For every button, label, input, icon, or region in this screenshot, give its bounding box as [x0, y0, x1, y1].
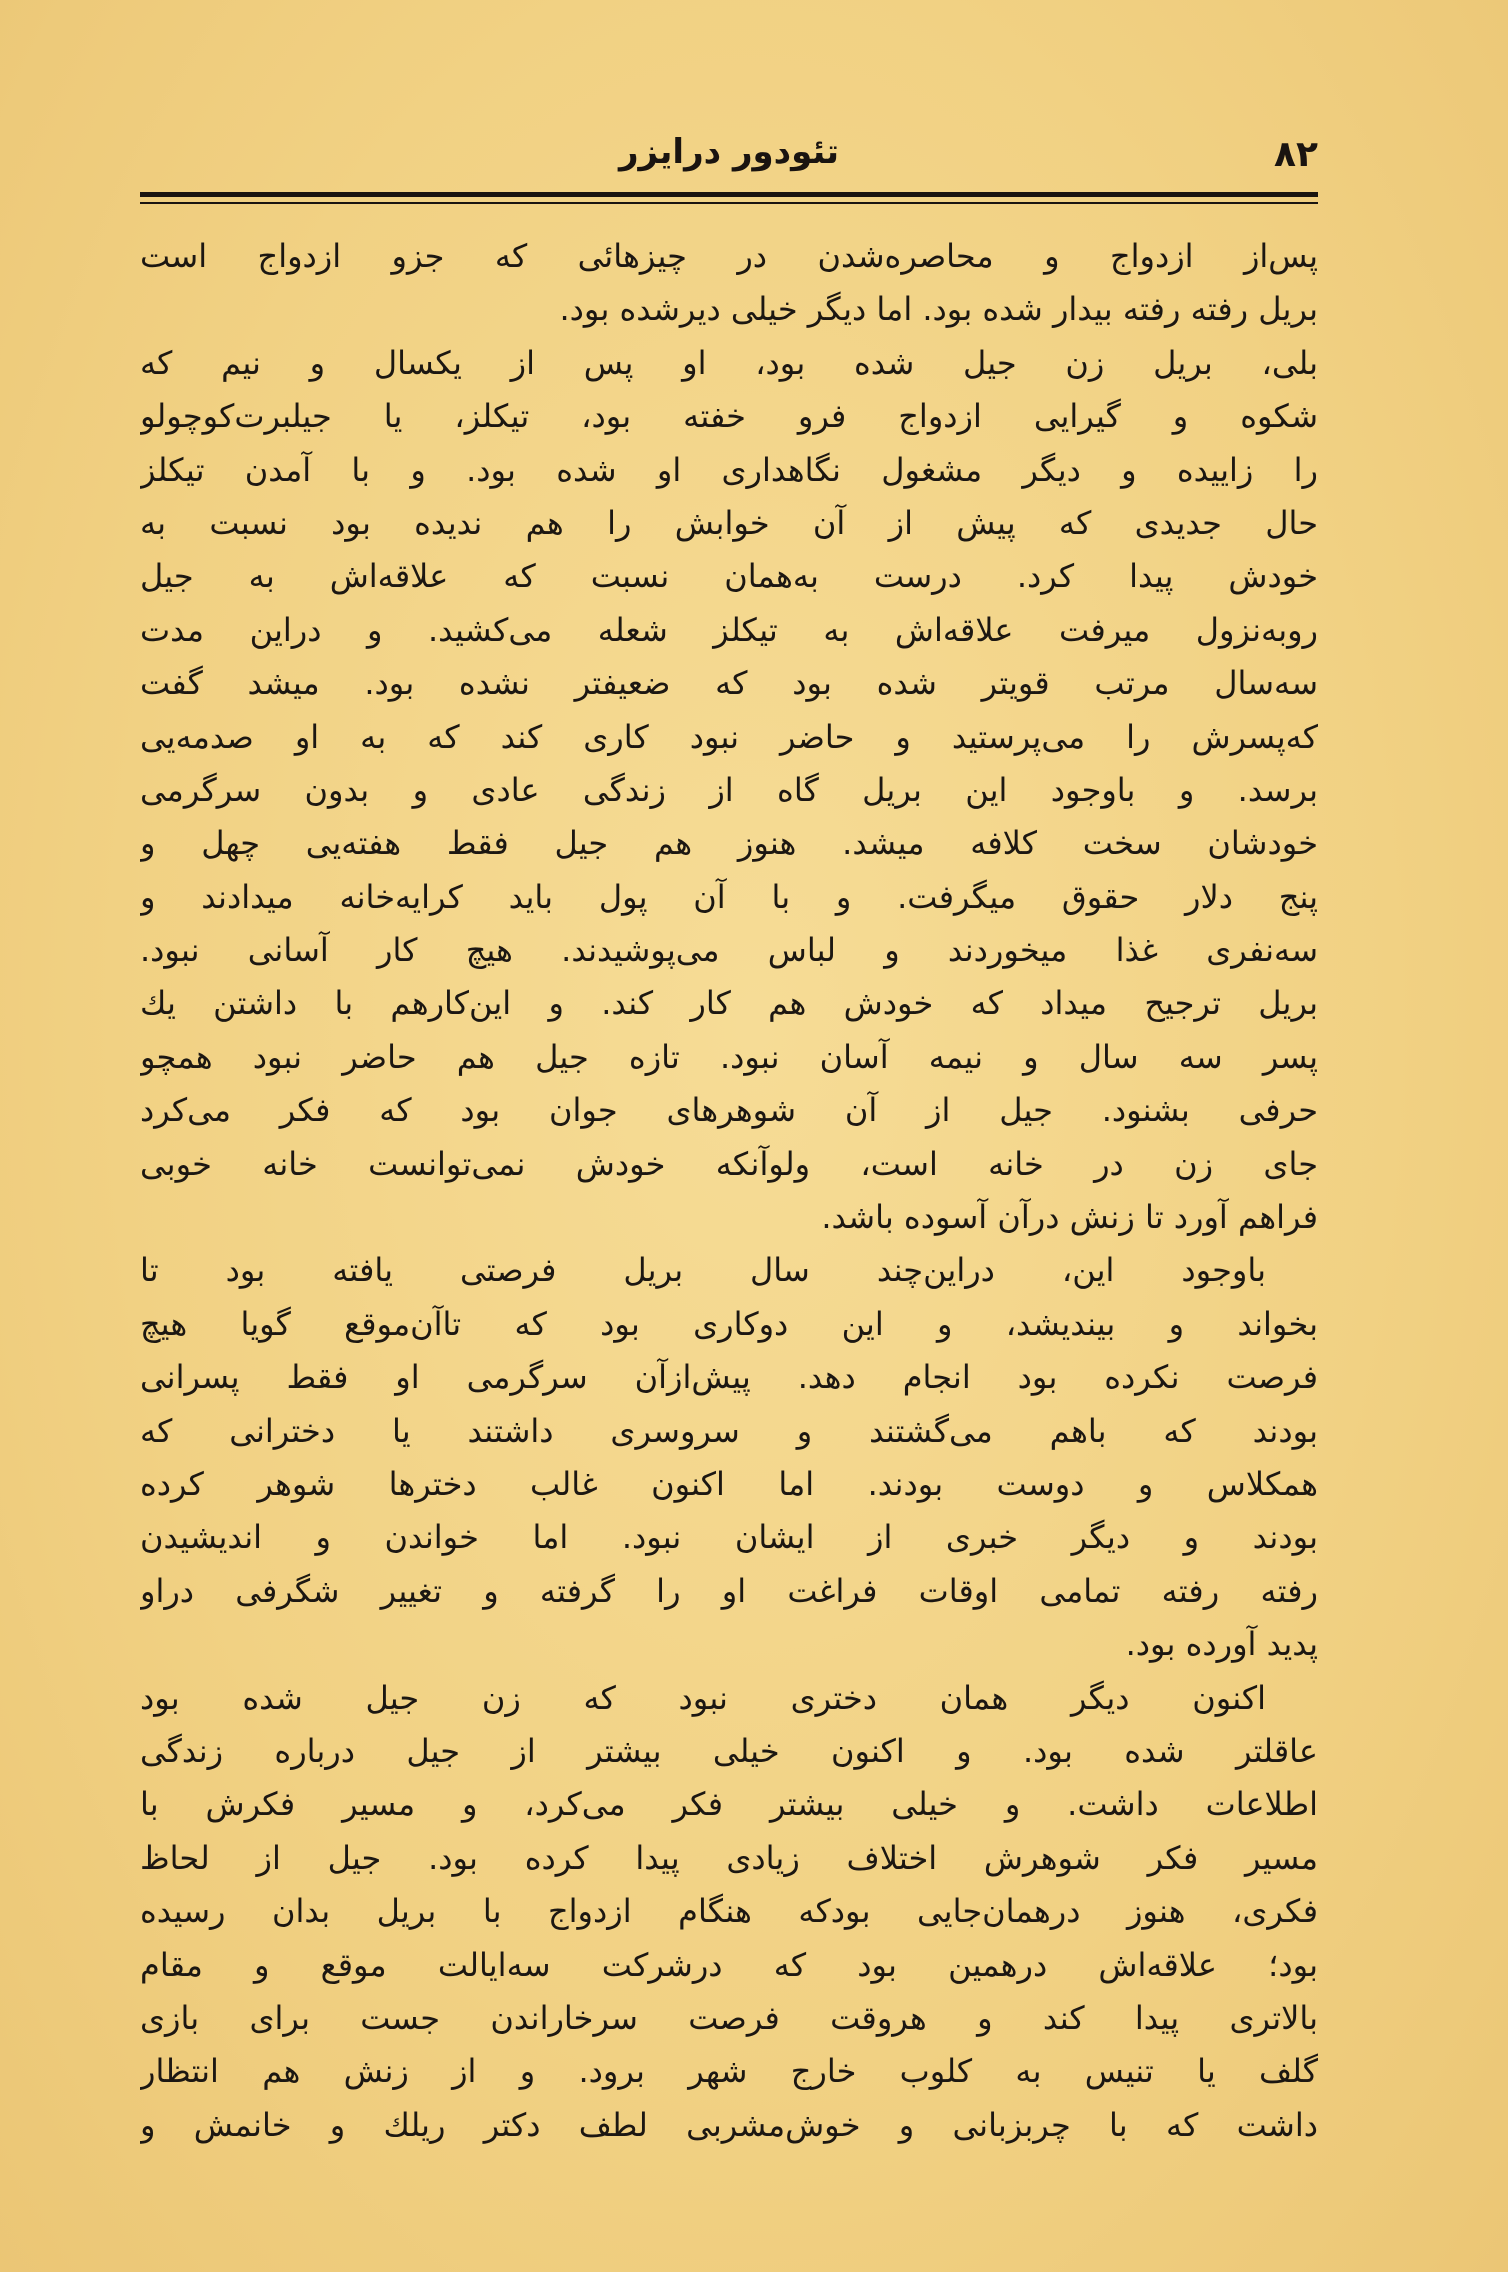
page-number: ۸۲ — [1274, 134, 1318, 175]
text-line: بلی، بریل زن جیل شده بود، او پس از یکسال و نیم که — [140, 343, 1318, 382]
header-rule-thick — [140, 192, 1318, 197]
text-line: سه‌سال مرتب قویتر شده بود که ضعیفتر نشده بود. میشد گفت — [140, 664, 1318, 703]
text-line: حال جدیدی که پیش از آن خوابش را هم ندیده بود نسبت به — [140, 503, 1318, 542]
text-line: سه‌نفری غذا میخوردند و لباس می‌پوشیدند. هیچ کار آسانی نبود. — [140, 931, 1318, 970]
text-line: اکنون دیگر همان دختری نبود که زن جیل شده بود — [140, 1678, 1266, 1717]
text-line: داشت که با چربزبانی و خوش‌مشربی لطف دکتر ریلك و خانمش و — [140, 2105, 1318, 2144]
text-line: خودش پیدا کرد. درست به‌همان نسبت که علاقه‌اش به جیل — [140, 557, 1318, 596]
text-line: باوجود این، دراین‌چند سال بریل فرصتی یافته بود تا — [140, 1251, 1266, 1290]
text-line: فرصت نکرده بود انجام دهد. پیش‌ازآن سرگرمی او فقط پسرانی — [140, 1358, 1318, 1397]
text-line: فراهم آورد تا زنش درآن آسوده باشد. — [821, 1198, 1318, 1237]
text-line: که‌پسرش را می‌پرستید و حاضر نبود کاری کند که به او صدمه‌یی — [140, 717, 1318, 756]
text-line: بودند که باهم می‌گشتند و سروسری داشتند یا دخترانی که — [140, 1411, 1318, 1450]
text-line: بودند و دیگر خبری از ایشان نبود. اما خواندن و اندیشیدن — [140, 1518, 1318, 1557]
text-line: روبه‌نزول میرفت علاقه‌اش به تیکلز شعله می‌کشید. و دراین مدت — [140, 610, 1318, 649]
text-line: برسد. و باوجود این بریل گاه از زندگی عادی و بدون سرگرمی — [140, 770, 1318, 809]
text-line: مسیر فکر شوهرش اختلاف زیادی پیدا کرده بود. جیل از لحاظ — [140, 1838, 1318, 1877]
text-line: بریل ترجیح میداد که خودش هم کار کند. و این‌کارهم با داشتن یك — [140, 984, 1318, 1023]
text-line: همکلاس و دوست بودند. اما اکنون غالب دخترها شوهر کرده — [140, 1464, 1318, 1503]
text-line: بالاتری پیدا کند و هروقت فرصت سرخاراندن جست برای بازی — [140, 1998, 1318, 2037]
text-line: رفته رفته تمامی اوقات فراغت او را گرفته و تغییر شگرفی دراو — [140, 1571, 1318, 1610]
text-line: پنج دلار حقوق میگرفت. و با آن پول باید کرایه‌خانه میدادند و — [140, 877, 1318, 916]
page-header — [140, 128, 1318, 188]
text-line: را زاییده و دیگر مشغول نگاهداری او شده بود. و با آمدن تیکلز — [140, 450, 1318, 489]
header-rule-thin — [140, 202, 1318, 204]
text-line: پسر سه سال و نیمه آسان نبود. تازه جیل هم حاضر نبود همچو — [140, 1037, 1318, 1076]
text-line: حرفی بشنود. جیل از آن شوهرهای جوان بود که فکر می‌کرد — [140, 1091, 1318, 1130]
text-line: شکوه و گیرایی ازدواج فرو خفته بود، تیکلز، یا جیلبرت‌کوچولو — [140, 397, 1318, 436]
body-text — [140, 230, 1318, 2152]
text-line: فکری، هنوز درهمان‌جایی بودکه هنگام ازدواج با بریل بدان رسیده — [140, 1892, 1318, 1931]
text-line: بریل رفته رفته بیدار شده بود. اما دیگر خیلی دیرشده بود. — [559, 290, 1318, 329]
text-line: عاقلتر شده بود. و اکنون خیلی بیشتر از جیل درباره زندگی — [140, 1731, 1318, 1770]
text-line: گلف یا تنیس به کلوب خارج شهر برود. و از زنش هم انتظار — [140, 2052, 1318, 2091]
text-line: جای زن در خانه است، ولو‌آنکه خودش نمی‌توانست خانه خوبی — [140, 1144, 1318, 1183]
text-line: پدید آورده بود. — [1125, 1625, 1318, 1664]
text-line: خودشان سخت کلافه میشد. هنوز هم جیل فقط هفته‌یی چهل و — [140, 824, 1318, 863]
text-line: بود؛ علاقه‌اش درهمین بود که درشرکت سه‌ایالت موقع و مقام — [140, 1945, 1318, 1984]
text-line: پس‌از ازدواج و محاصره‌شدن در چیزهائی که جزو ازدواج است — [140, 237, 1318, 275]
text-line: بخواند و بیندیشد، و این دوکاری بود که تاآن‌موقع گویا هیچ — [140, 1304, 1318, 1343]
running-title: تئودور درایزر — [618, 132, 840, 172]
text-line: اطلاعات داشت. و خیلی بیشتر فکر می‌کرد، و مسیر فکرش با — [140, 1785, 1318, 1824]
